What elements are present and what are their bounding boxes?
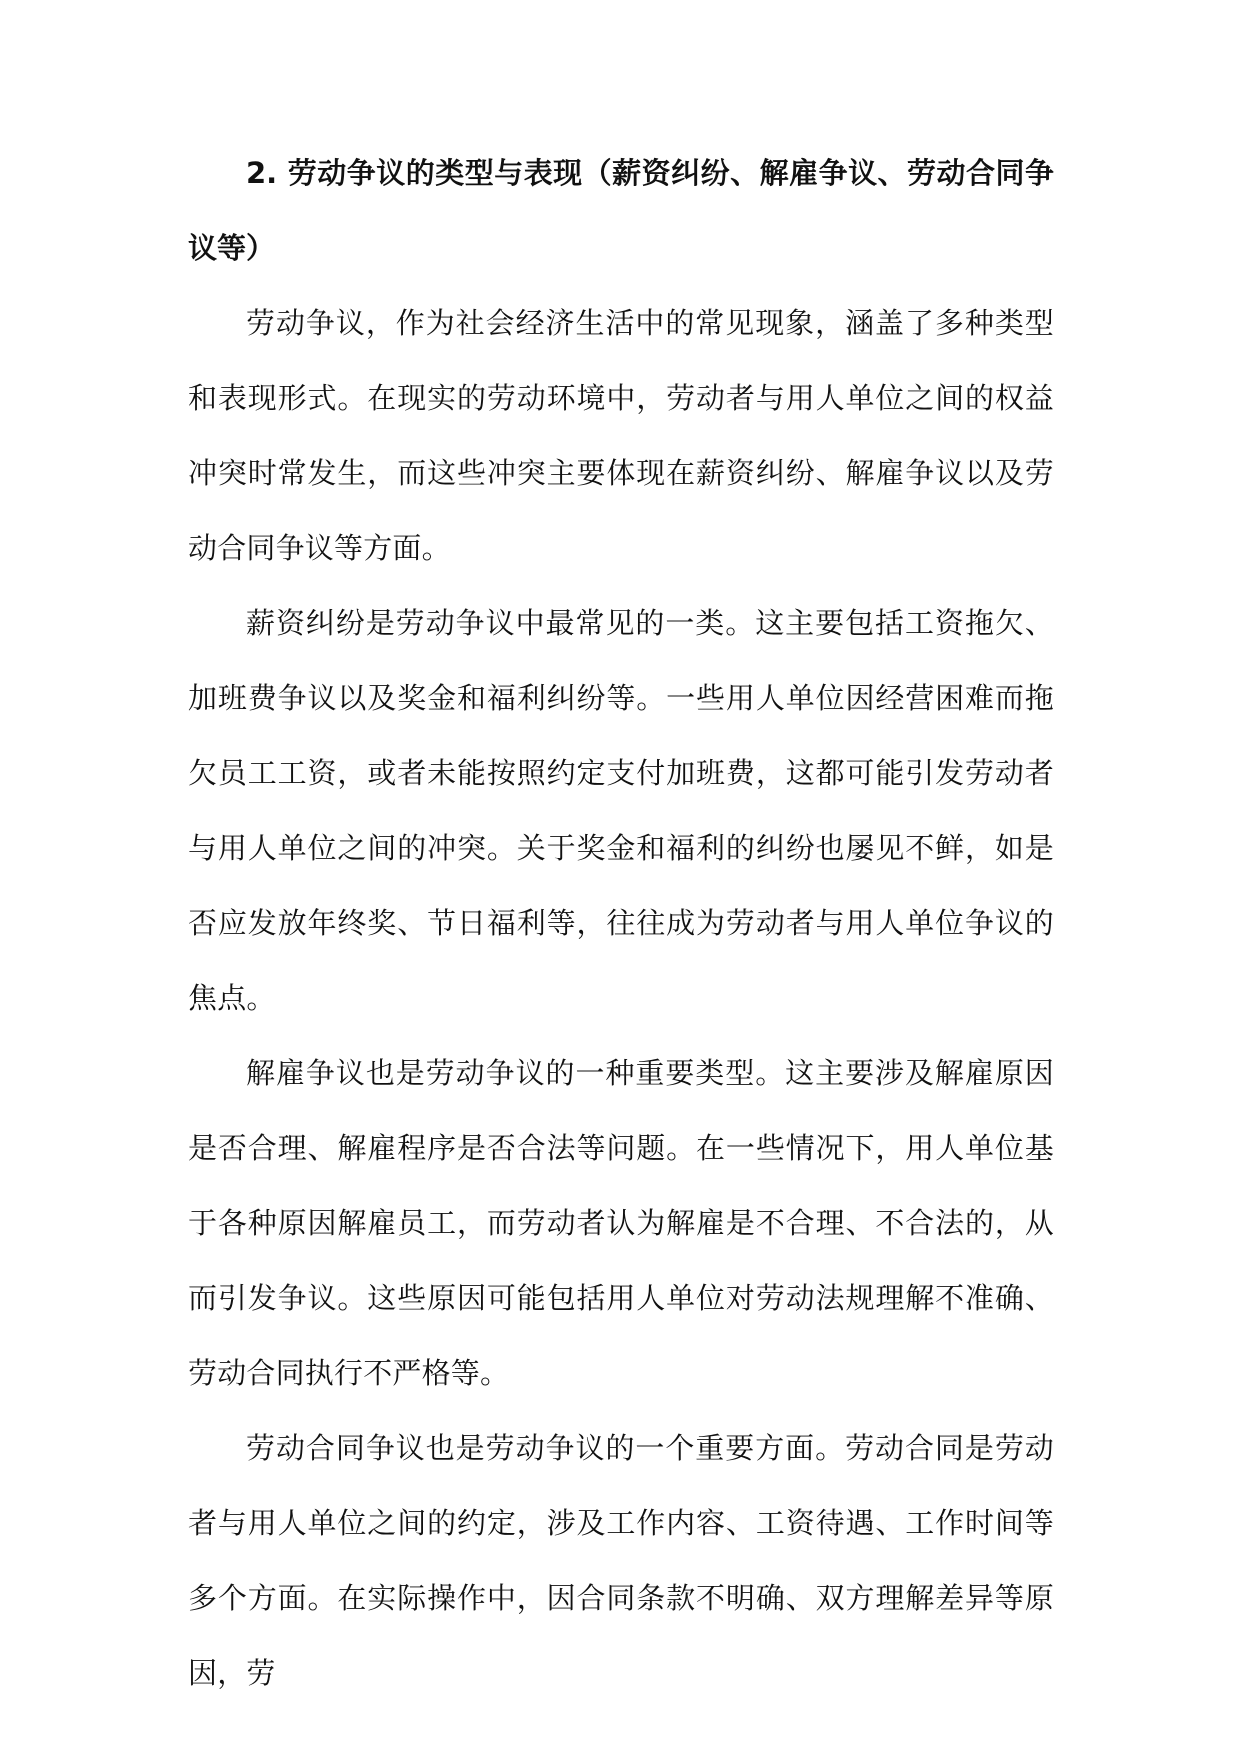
paragraph-salary-disputes: 薪资纠纷是劳动争议中最常见的一类。这主要包括工资拖欠、加班费争议以及奖金和福利纠纷等。一些用人单位因经营困难而拖欠员工工资，或者未能按照约定支付加班费，这都可能引发劳动者与用人单位之间的冲突。关于奖金和福利的纠纷也屡见不鲜，如是否应发放年终奖、节日福利等，往往成为劳动者与用人单位争议的焦点。	[188, 606, 1054, 1015]
section-heading: 2. 劳动争议的类型与表现（薪资纠纷、解雇争议、劳动合同争议等）	[188, 156, 1054, 265]
paragraph-contract-disputes: 劳动合同争议也是劳动争议的一个重要方面。劳动合同是劳动者与用人单位之间的约定，涉及工作内容、工资待遇、工作时间等多个方面。在实际操作中，因合同条款不明确、双方理解差异等原因，劳	[188, 1431, 1054, 1690]
paragraph-overview: 劳动争议，作为社会经济生活中的常见现象，涵盖了多种类型和表现形式。在现实的劳动环境中，劳动者与用人单位之间的权益冲突时常发生，而这些冲突主要体现在薪资纠纷、解雇争议以及劳动合同争议等方面。	[188, 306, 1054, 565]
document-body	[188, 136, 1054, 1711]
paragraph-dismissal-disputes: 解雇争议也是劳动争议的一种重要类型。这主要涉及解雇原因是否合理、解雇程序是否合法等问题。在一些情况下，用人单位基于各种原因解雇员工，而劳动者认为解雇是不合理、不合法的，从而引发争议。这些原因可能包括用人单位对劳动法规理解不准确、劳动合同执行不严格等。	[188, 1056, 1054, 1390]
